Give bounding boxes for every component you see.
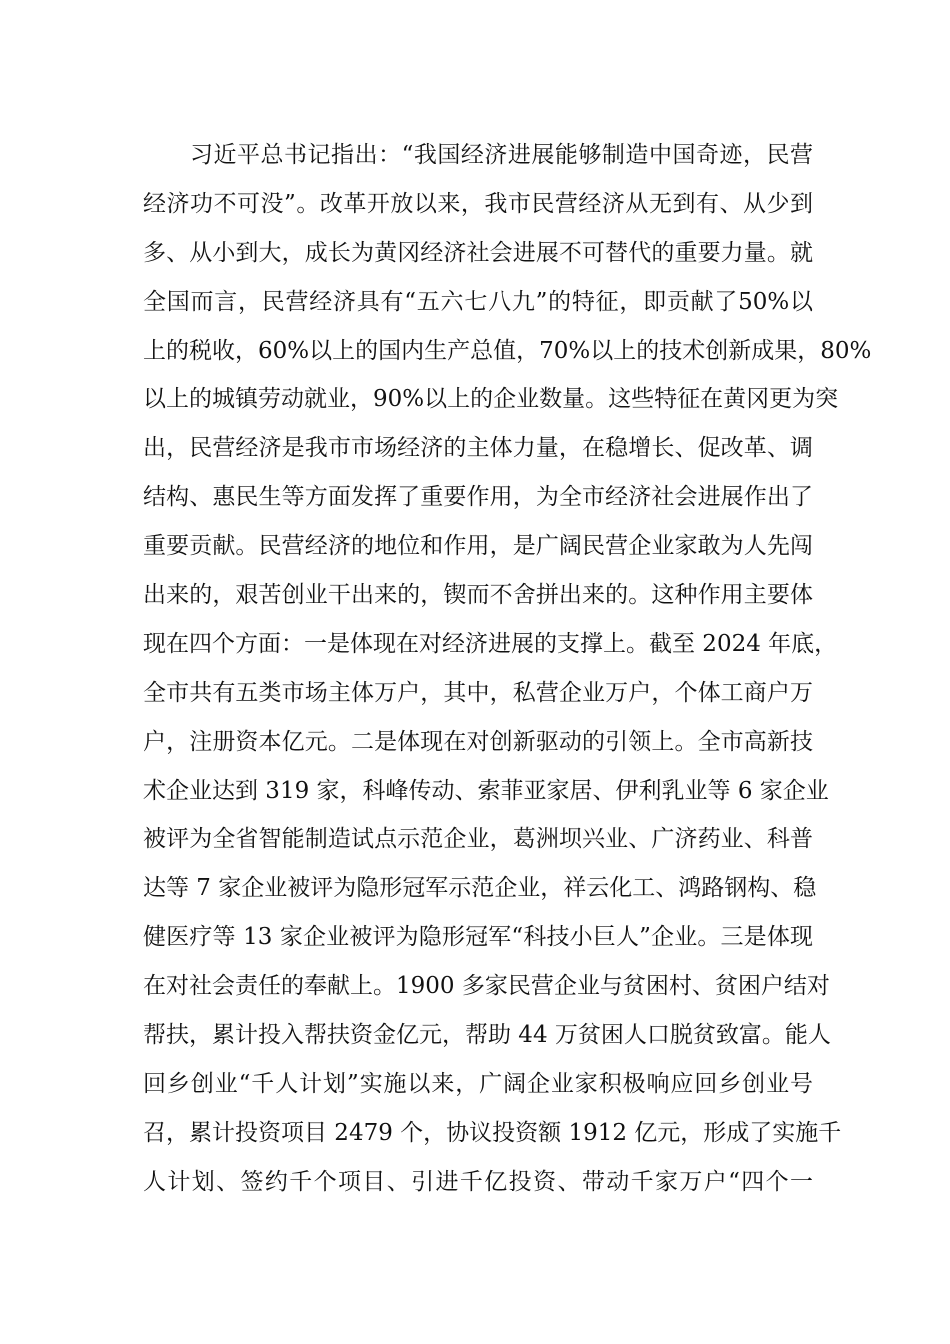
text-line: 达等 7 家企业被评为隐形冠军示范企业，祥云化工、鸿路钢构、稳 (143, 875, 817, 902)
text-line: 人计划、签约千个项目、引进千亿投资、带动千家万户“四个一 (143, 1168, 813, 1195)
text-line: 以上的城镇劳动就业，90%以上的企业数量。这些特征在黄冈更为突 (143, 386, 839, 413)
text-line: 被评为全省智能制造试点示范企业，葛洲坝兴业、广济药业、科普 (143, 826, 813, 853)
text-line: 重要贡献。民营经济的地位和作用，是广阔民营企业家敢为人先闯 (143, 533, 813, 560)
text-line: 术企业达到 319 家，科峰传动、索菲亚家居、伊利乳业等 6 家企业 (143, 777, 829, 804)
body-paragraph (143, 131, 872, 1207)
text-line: 出，民营经济是我市市场经济的主体力量，在稳增长、促改革、调 (143, 435, 813, 462)
text-line: 在对社会责任的奉献上。1900 多家民营企业与贫困村、贫困户结对 (143, 973, 830, 1000)
text-line: 出来的，艰苦创业干出来的，锲而不舍拼出来的。这种作用主要体 (143, 582, 813, 609)
text-line: 多、从小到大，成长为黄冈经济社会进展不可替代的重要力量。就 (143, 239, 813, 266)
text-line: 习近平总书记指出：“我国经济进展能够制造中国奇迹，民营 (190, 142, 813, 168)
text-line: 上的税收，60%以上的国内生产总值，70%以上的技术创新成果，80% (143, 337, 872, 364)
text-line: 现在四个方面：一是体现在对经济进展的支撑上。截至 2024 年底， (143, 630, 838, 657)
text-line: 召，累计投资项目 2479 个，协议投资额 1912 亿元，形成了实施千 (143, 1119, 842, 1146)
text-line: 结构、惠民生等方面发挥了重要作用，为全市经济社会进展作出了 (143, 484, 813, 511)
text-line: 经济功不可没”。改革开放以来，我市民营经济从无到有、从少到 (143, 190, 813, 217)
text-line: 健医疗等 13 家企业被评为隐形冠军“科技小巨人”企业。三是体现 (143, 924, 813, 951)
text-line: 回乡创业“千人计划”实施以来，广阔企业家积极响应回乡创业号 (143, 1070, 813, 1097)
text-line: 全市共有五类市场主体万户，其中，私营企业万户，个体工商户万 (143, 679, 813, 706)
text-line: 户，注册资本亿元。二是体现在对创新驱动的引领上。全市高新技 (143, 728, 813, 755)
text-line: 全国而言，民营经济具有“五六七八九”的特征，即贡献了50%以 (143, 288, 813, 315)
text-line: 帮扶，累计投入帮扶资金亿元，帮助 44 万贫困人口脱贫致富。能人 (143, 1022, 831, 1049)
